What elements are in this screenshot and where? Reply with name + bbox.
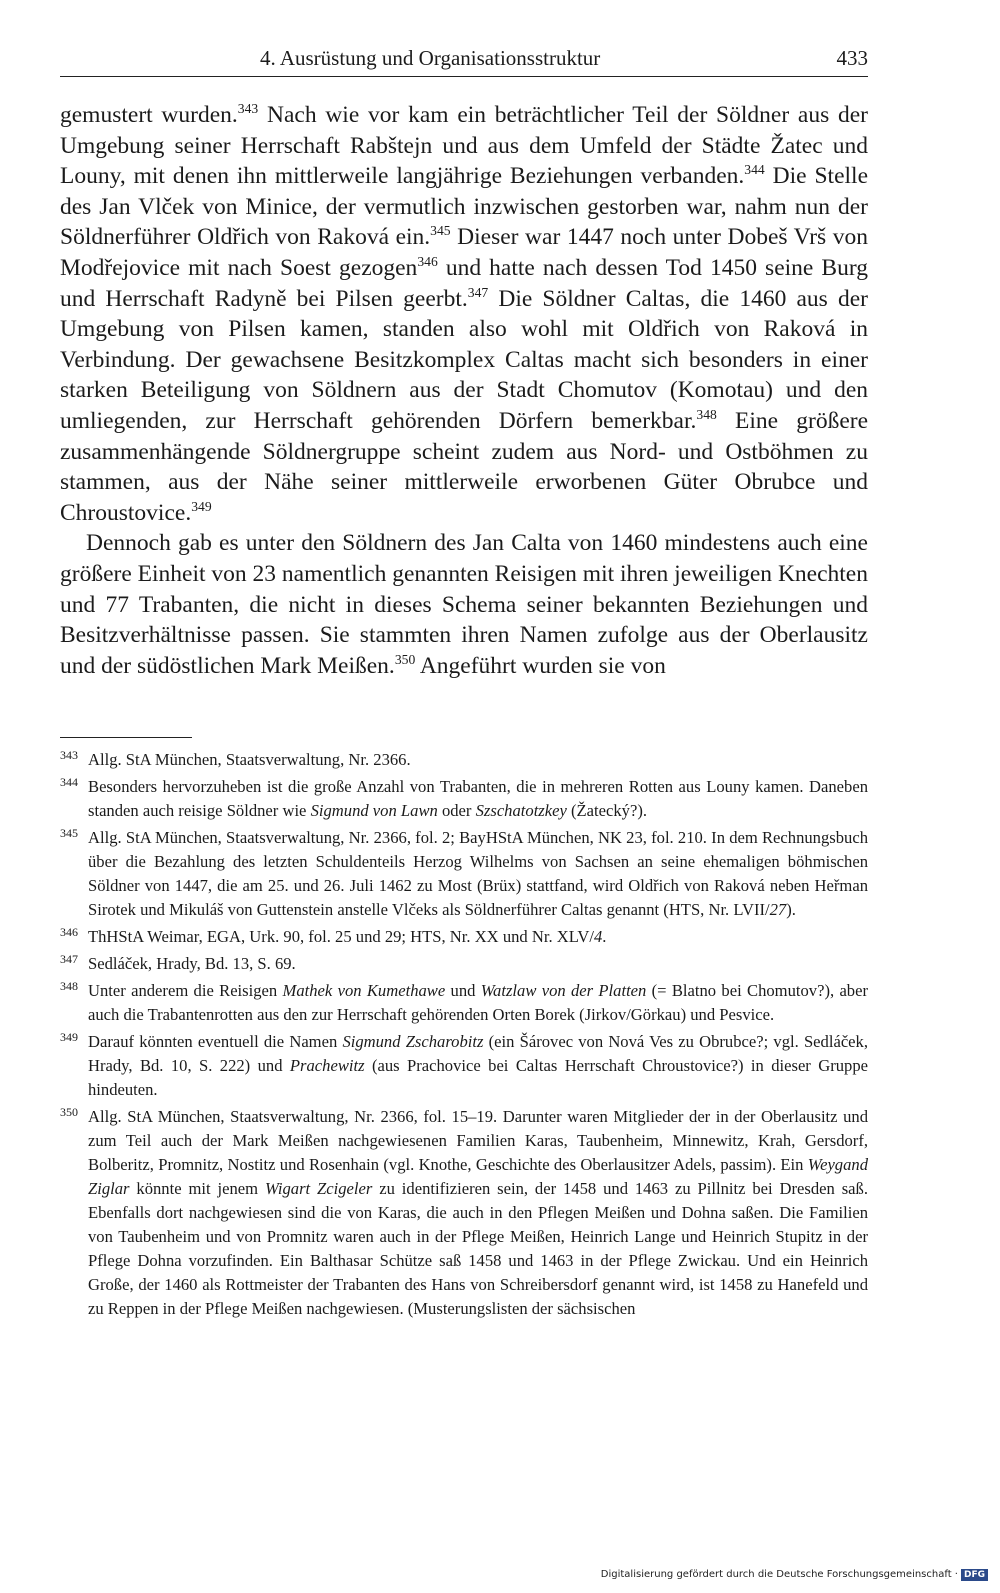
paragraph: gemustert wurden.$^{343}$ Nach wie vor kam ein beträchtlicher Teil der Söldner aus der Umgebung seiner Herrschaft Rabštejn und aus dem Umfeld der Städte Žatec und Louny, mit denen ihn mittlerweile langjährige Beziehungen verbanden.$^{344}$ Die Stelle des Jan Vlček von Minice, der vermutlich inzwischen gestorben war, nahm nun der Söldnerführer Oldřich von Raková ein.$^{345}$ Dieser war 1447 noch unter Dobeš Vrš von Modřejovice mit nach Soest gezogen$^{346}$ und hatte nach dessen Tod 1450 seine Burg und Herrschaft Radyně bei Pilsen geerbt.$^{347}$ Die Söldner Caltas, die 1460 aus der Umgebung von Pilsen kamen, standen also wohl mit Oldřich von Raková in Verbindung. Der gewachsene Besitzkomplex Caltas macht sich besonders in einer starken Beteiligung von Söldnern aus der Stadt Chomutov (Komotau) und den umliegenden, zur Herrschaft gehörenden Dörfern bemerkbar.$^{348}$ Eine größere zusammenhängende Söldnergruppe scheint zudem aus Nord- und Ostböhmen zu stammen, aus der Nähe seiner mittlerweile erworbenen Güter Obrubce und Chroustovice.$^{349}$ [60, 101, 869, 526]
footnote-number: 350 [60, 1105, 78, 1119]
footnote-text: Allg. StA München, Staatsverwaltung, Nr. 2366, fol. 2; BayHStA München, NK 23, fol. 210. In dem Rechnungsbuch über die Bezahlung des letzten Schuldenteils Herzog Wilhelms von Sachsen an seine ehemaligen böhmischen Söldner von 1447, die am 25. und 26. Juli 1462 zu Most (Brüx) stattfand, wird Oldřich von Raková neben Heřman Sirotek und Mikuláš von Guttenstein anstelle Vlčeks als Söldnerführer Caltas genannt (HTS, Nr. LVII/27). [88, 828, 868, 919]
footnote-number: 345 [60, 826, 78, 840]
page-number: 433 [836, 46, 868, 70]
italic-name: 27 [769, 900, 787, 919]
italic-name: Mathek von Kumethawe [282, 981, 446, 1000]
italic-name: Prachewitz [289, 1056, 365, 1075]
footnote-number: 343 [60, 748, 78, 762]
footnote [60, 1105, 868, 1321]
paragraph: Dennoch gab es unter den Söldnern des Jan Calta von 1460 mindestens auch eine größere Einheit von 23 namentlich genannten Reisigen mit ihren jeweiligen Knechten und 77 Trabanten, die nicht in dieses Schema seiner bekannten Beziehungen und Besitzverhältnisse passen. Sie stammten ihren Namen zufolge aus der Oberlausitz und der südöstlichen Mark Meißen.$^{350}$ Angeführt wurden sie von [60, 530, 868, 679]
italic-name: Sigmund Zscharobitz [342, 1032, 484, 1051]
footnote-number: 348 [60, 979, 78, 993]
italic-name: 4 [593, 927, 603, 946]
italic-name: Szschatotzkey [475, 801, 567, 820]
header-rule [60, 76, 868, 77]
footnote-ref: 344 [744, 162, 765, 178]
footnote-number: 349 [60, 1030, 78, 1044]
main-text [60, 100, 868, 681]
footnote-text: Besonders hervorzuheben ist die große Anzahl von Trabanten, die in mehreren Rotten aus Louny kamen. Daneben standen auch reisige Söldner wie Sigmund von Lawn oder Szschatotzkey (Žatecký?). [88, 777, 868, 820]
italic-name: Weygand Ziglar [88, 1155, 868, 1198]
footnote [60, 925, 868, 949]
footnote-ref: 350 [394, 651, 416, 667]
footnotes [60, 748, 868, 1324]
footnote [60, 979, 868, 1027]
footnote-number: 344 [60, 775, 78, 789]
footnote-ref: 345 [430, 223, 451, 239]
running-title: 4. Ausrüstung und Organisationsstruktur [260, 46, 601, 70]
footnote-ref: 347 [467, 284, 489, 300]
footnote-text: Allg. StA München, Staatsverwaltung, Nr. 2366. [88, 750, 411, 769]
footnote-ref: 346 [417, 254, 438, 270]
footnote-ref: 348 [696, 407, 717, 423]
footnote [60, 952, 868, 976]
footer-text: Digitalisierung gefördert durch die Deutsche Forschungsgemeinschaft · [600, 1569, 958, 1580]
footnote [60, 1030, 868, 1102]
footnote-text: Sedláček, Hrady, Bd. 13, S. 69. [88, 954, 296, 973]
italic-name: Watzlaw von der Platten [480, 981, 647, 1000]
footnote-text: ThHStA Weimar, EGA, Urk. 90, fol. 25 und 29; HTS, Nr. XX und Nr. XLV/4. [88, 927, 607, 946]
running-header [60, 46, 868, 76]
footnote [60, 826, 868, 922]
footnote-number: 346 [60, 925, 78, 939]
dfg-logo: DFG [961, 1569, 988, 1581]
italic-name: Sigmund von Lawn [310, 801, 438, 820]
footnote [60, 748, 868, 772]
digitization-footer [601, 1569, 988, 1581]
footnote-text: Allg. StA München, Staatsverwaltung, Nr. 2366, fol. 15–19. Darunter waren Mitglieder der in der Oberlausitz und zum Teil auch der Mark Meißen nachgewiesenen Familien Karas, Taubenheim, Minnewitz, Krah, Gersdorf, Bolberitz, Promnitz, Nostitz und Rosenhain (vgl. Knothe, Geschichte des Oberlausitzer Adels, passim). Ein Weygand Ziglar könnte mit jenem Wigart Zcigeler zu identifizieren sein, der 1458 und 1463 zu Pillnitz bei Dresden saß. Ebenfalls dort nachgewiesen sind die von Karas, die auch in den Pflegen Meißen und Dohna saßen. Die Familien von Taubenheim und von Promnitz waren auch in der Pflege Meißen, Heinrich Lange und Heinrich Stupitz in der Pflege Dohna vorzufinden. Ein Balthasar Schütze saß 1458 und 1463 in der Pflege Zwickau. Und ein Heinrich Große, der 1460 als Rottmeister der Trabanten des Hans von Schreibersdorf genannt wird, ist 1458 zu Hanefeld und zu Reppen in der Pflege Meißen nachgewiesen. (Musterungslisten der sächsischen [88, 1107, 868, 1318]
italic-name: Wigart Zcigeler [264, 1179, 373, 1198]
footnote-text: Darauf könnten eventuell die Namen Sigmund Zscharobitz (ein Šárovec von Nová Ves zu Obrubce?; vgl. Sedláček, Hrady, Bd. 10, S. 222) und Prachewitz (aus Prachovice bei Caltas Herrschaft Chroustovice?) in dieser Gruppe hindeuten. [88, 1032, 869, 1099]
footnote-separator [60, 737, 192, 738]
footnote-text: Unter anderem die Reisigen Mathek von Kumethawe und Watzlaw von der Platten (= Blatno bei Chomutov?), aber auch die Trabantenrotten aus den zur Herrschaft gehörenden Orten Borek (Jirkov/Görkau) und Pesvice. [88, 981, 868, 1024]
footnote-number: 347 [60, 952, 78, 966]
footnote-ref: 343 [237, 101, 259, 117]
footnote-ref: 349 [191, 498, 212, 514]
footnote [60, 775, 868, 823]
